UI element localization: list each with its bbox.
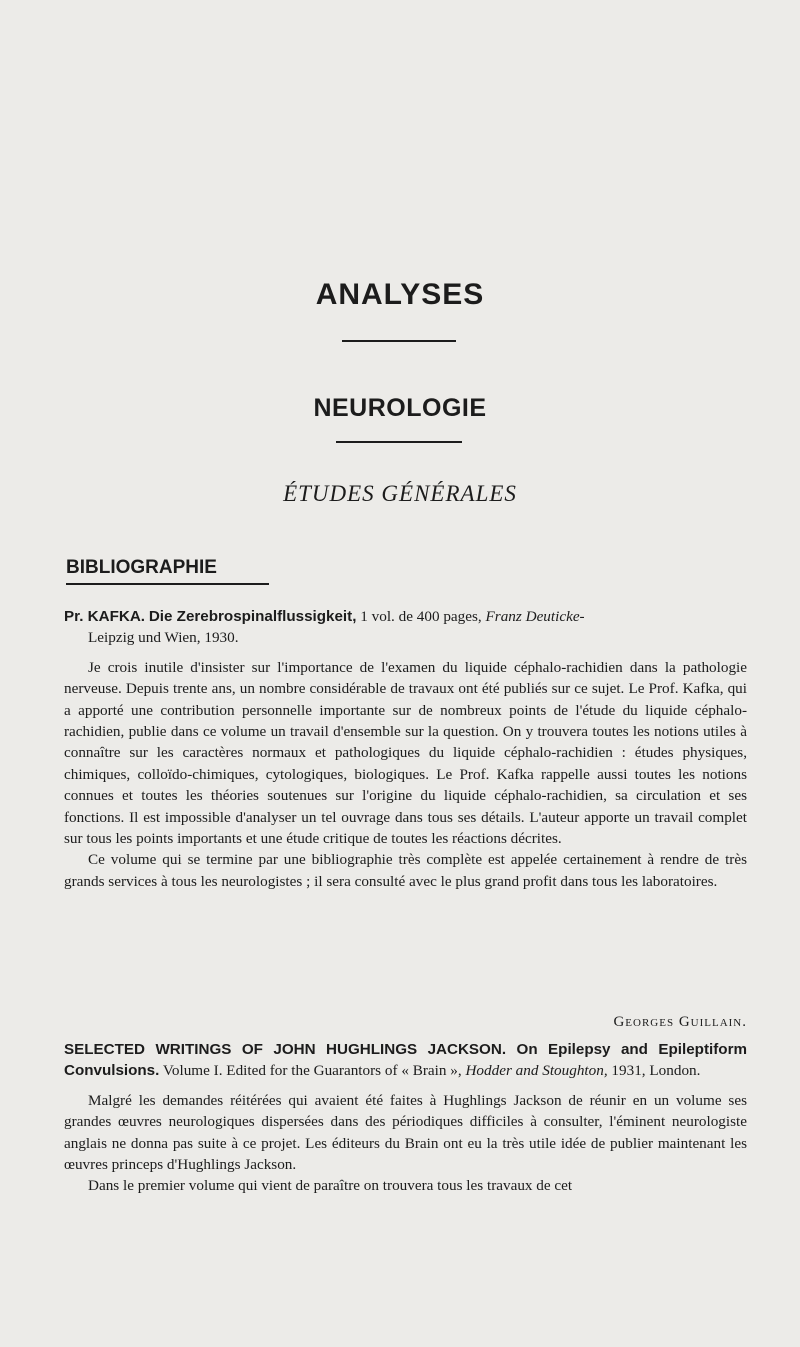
subsection-rule: [66, 583, 269, 585]
entry-author: Pr. KAFKA.: [64, 608, 146, 625]
subject-rule: [336, 441, 462, 443]
entry-details: Volume I. Edited for the Guarantors of « Brain »,: [162, 1062, 462, 1080]
entry-publisher: Hodder and Stoughton,: [465, 1062, 608, 1080]
subject-title: NEUROLOGIE: [313, 394, 487, 422]
entry-jackson: [64, 1039, 747, 1197]
entry-paragraph: Ce volume qui se termine par une bibliographie très complète est appelée certainement à rendre de très grands services à tous les neurologistes ; il sera consulté avec le plus grand profit dans tous les laboratoires.: [64, 851, 747, 890]
section-title: ANALYSES: [315, 278, 485, 311]
entry-details: 1 vol. de 400 pages,: [360, 608, 482, 625]
entry-heading: [64, 606, 747, 649]
entry-title: SELECTED WRITINGS OF JOHN HUGHLINGS JACKSON. On Epilepsy and Epileptiform Convulsions.: [64, 1041, 747, 1080]
title-rule: [342, 340, 456, 342]
category-title: ÉTUDES GÉNÉRALES: [283, 481, 517, 506]
entry-heading: [64, 1039, 747, 1082]
subsection-title: BIBLIOGRAPHIE: [66, 557, 217, 578]
entry-paragraph: Malgré les demandes réitérées qui avaient été faites à Hughlings Jackson de réunir en un volume ses grandes œuvres neurologiques dispersées dans des périodiques difficiles à consulter, l'éminent neurologiste anglais ne donna pas suite à ce projet. Les éditeurs du Brain ont eu la très utile idée de publier maintenant les œuvres princeps d'Hughlings Jackson.: [64, 1091, 747, 1174]
entry-place-date: Leipzig und Wien, 1930.: [88, 629, 239, 647]
entry-paragraph: Dans le premier volume qui vient de paraître on trouvera tous les travaux de cet: [88, 1177, 573, 1195]
entry-signature: Georges Guillain.: [613, 1014, 747, 1030]
entry-kafka: [64, 606, 747, 892]
entry-place-date: 1931, London.: [611, 1062, 701, 1080]
entry-title: Die Zerebrospinalflussigkeit,: [148, 608, 357, 625]
entry-publisher: Franz Deuticke-: [485, 608, 585, 625]
entry-paragraph: Je crois inutile d'insister sur l'importance de l'examen du liquide céphalo-rachidien dans la pathologie nerveuse. Depuis trente ans, un nombre considérable de travaux ont été publiés sur ce sujet. Le Prof. Kafka, qui a apporté une contribution personnelle importante sur de nombreux points de l'étude du liquide céphalo-rachidien, publie dans ce volume un travail d'ensemble sur la question. On y trouvera toutes les notions utiles à connaître sur les caractères normaux et pathologiques du liquide céphalo-rachidien : études physiques, chimiques, colloïdo-chimiques, cytologiques, biologiques. Le Prof. Kafka rappelle aussi toutes les notions connues et toutes les théories soutenues sur l'origine du liquide céphalo-rachidien, sa circulation et ses fonctions. Il est impossible d'analyser un tel ouvrage dans tous ses détails. L'auteur apporte un travail complet sur tous les points importants et une étude critique de toutes les réactions décrites.: [64, 658, 747, 848]
